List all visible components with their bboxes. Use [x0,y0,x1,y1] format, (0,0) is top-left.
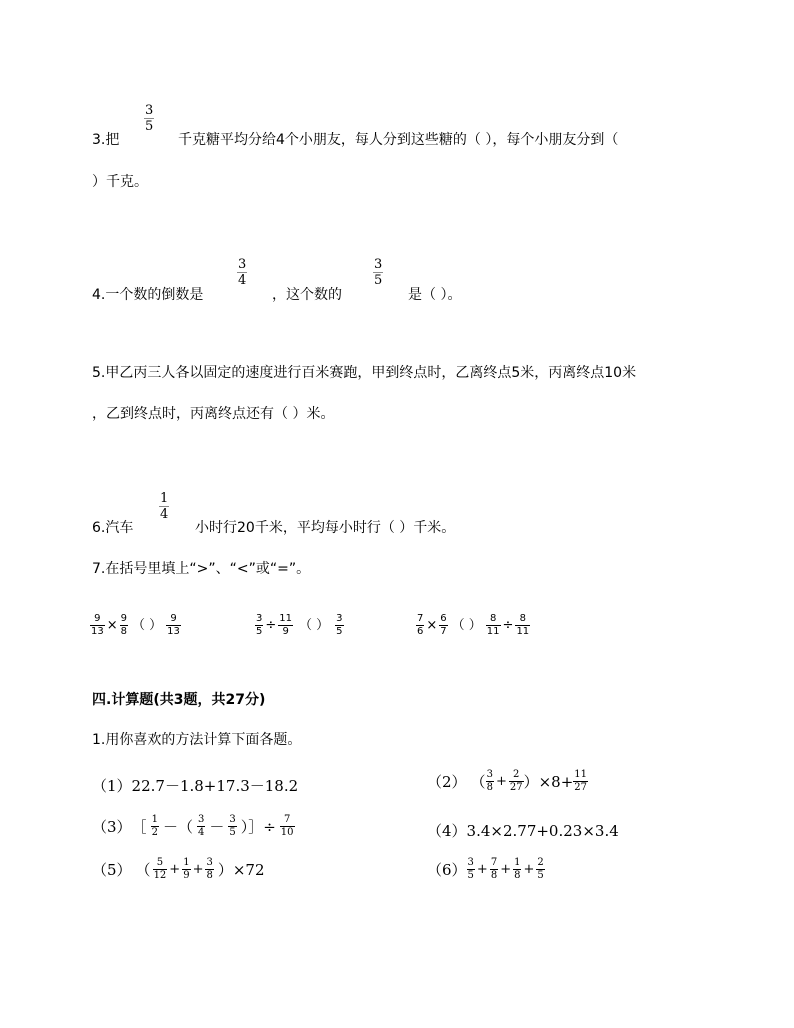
frac-den: 5 [256,626,263,637]
calc-3-f1 [151,815,159,838]
q5-line2: ，乙到终点时，丙离终点还有（ ）米。 [92,406,335,422]
calc-6-f3 [513,858,521,881]
q4-prefix: 4.一个数的倒数是 [92,287,204,303]
frac-den: 8 [490,870,498,881]
frac-num: 11 [574,769,587,780]
frac-num: 5 [153,858,168,870]
calc-2-label: （2） [427,773,467,791]
calc-6-f1 [467,858,475,881]
frac-num: 1 [183,857,190,868]
q6-suffix: 小时行20千米，平均每小时行（ ）千米。 [195,520,456,536]
q4-frac2-num: 3 [374,257,383,272]
q3-line1: 千克糖平均分给4个小朋友，每人分到这些糖的（ ），每个小朋友分到（ [178,132,619,148]
q4-fraction-1 [237,258,247,287]
q7-text: 7.在括号里填上“>”、“<”或“=”。 [92,561,311,577]
frac-num: 7 [490,857,498,868]
frac-den: 7 [440,626,447,637]
q7-i1-blank[interactable]: （ ） [132,618,163,633]
q4-suffix: 是（ ）。 [408,287,462,303]
calc-5-close: ）×72 [217,861,265,879]
frac-num: 7 [280,815,295,827]
frac-num: 9 [90,614,105,626]
section4-q1: 1.用你喜欢的方法计算下面各题。 [92,732,302,748]
frac-den: 4 [197,827,205,838]
q7-i3-c1 [486,614,501,637]
calc-3-bclose: ）］÷ [240,818,276,836]
calc-2-f1 [486,770,494,793]
calc-5-f2 [182,858,190,881]
calc-3-label: （3） [92,818,132,836]
frac-num: 3 [336,613,343,624]
calc-5-f1 [153,858,168,881]
frac-num: 3 [467,857,474,868]
frac-num: 9 [166,614,181,626]
frac-num: 8 [486,614,501,626]
calc-3-f2 [197,815,205,838]
frac-num: 8 [515,614,530,626]
calc-2 [427,770,588,793]
frac-den: 13 [167,626,180,637]
calc-3-minus2: － [209,818,225,836]
calc-3-f3 [228,815,236,838]
calc-5-plus2: + [192,862,204,877]
q7-item-3 [416,614,530,637]
frac-den: 5 [229,827,236,838]
q7-i1-a [90,614,105,637]
calc-5 [92,858,265,881]
frac-den: 8 [514,870,521,881]
q6-frac-num: 1 [160,491,169,506]
q7-i2-blank[interactable]: （ ） [299,618,330,633]
q7-item-2 [255,614,344,637]
calc-5-label: （5） [92,861,132,879]
q7-i2-b [278,614,293,637]
q5-line1: 5.甲乙丙三人各以固定的速度进行百米赛跑，甲到终点时，乙离终点5米，丙离终点10米 [92,365,637,381]
calc-4: （4）3.4×2.77+0.23×3.4 [427,822,619,840]
frac-num: 2 [537,857,544,868]
q4-mid: ，这个数的 [272,287,342,303]
frac-den: 11 [486,626,500,637]
q7-i3-blank[interactable]: （ ） [451,618,482,633]
calc-3-minus1: －（ [162,818,193,836]
frac-den: 9 [183,870,190,881]
frac-den: 27 [509,782,523,793]
q3-frac-den: 5 [145,119,154,134]
q7-i2-a [255,614,263,637]
q7-i1-op: × [106,618,118,633]
frac-den: 11 [516,626,530,637]
q4-frac2-den: 5 [374,273,383,288]
q3-line2: ）千克。 [92,174,148,190]
frac-den: 10 [280,827,294,838]
q7-i2-op: ÷ [265,618,277,633]
frac-den: 5 [467,870,474,881]
q4-fraction-2 [373,258,383,287]
q4-frac1-num: 3 [238,257,247,272]
section4-heading: 四.计算题(共3题，共27分) [92,692,266,708]
frac-den: 6 [417,626,424,637]
q6-prefix: 6.汽车 [92,520,134,536]
frac-den: 27 [574,782,587,793]
frac-den: 12 [153,870,167,881]
calc-6-plus2: + [500,862,512,877]
calc-6 [427,858,545,881]
calc-6-f2 [490,858,498,881]
calc-3-f4 [280,815,295,838]
q3-prefix: 3.把 [92,132,120,148]
calc-6-plus1: + [476,862,488,877]
frac-num: 1 [151,814,158,825]
calc-5-f3 [205,858,213,881]
frac-den: 13 [91,626,104,637]
calc-6-f4 [536,858,544,881]
frac-num: 7 [417,613,424,624]
frac-num: 9 [120,613,128,624]
frac-num: 3 [229,814,236,825]
q6-frac-den: 4 [160,507,169,522]
q7-i1-b [120,614,128,637]
frac-num: 3 [486,769,493,780]
calc-1: （1）22.7－1.8+17.3－18.2 [92,777,299,795]
calc-5-open: （ [135,861,151,879]
frac-den: 9 [282,626,289,637]
frac-num: 2 [509,770,524,782]
calc-2-f2 [509,770,524,793]
frac-den: 2 [151,827,158,838]
q3-frac-num: 3 [145,103,154,118]
frac-num: 11 [279,613,293,624]
q7-i3-b [439,614,447,637]
q7-i2-c [335,614,343,637]
calc-6-plus3: + [523,862,535,877]
calc-5-plus1: + [169,862,181,877]
frac-num: 3 [197,814,205,825]
calc-3-bopen: ［ [131,818,147,836]
calc-2-plus: + [495,774,507,789]
calc-2-f3 [573,770,588,793]
calc-2-open: （ [470,773,486,791]
q4-frac1-den: 4 [238,273,247,288]
q7-i3-c2 [515,614,530,637]
frac-num: 3 [206,857,213,868]
frac-den: 5 [336,626,343,637]
frac-num: 3 [256,613,263,624]
q3-fraction [144,104,154,133]
frac-den: 8 [120,626,128,637]
q7-item-1 [90,614,181,637]
q7-i1-c [166,614,181,637]
q7-i3-a [416,614,424,637]
q7-i3-op: × [426,618,438,633]
frac-num: 6 [440,613,447,624]
frac-num: 1 [514,857,521,868]
q6-fraction [159,492,169,521]
frac-den: 5 [537,870,544,881]
calc-3 [92,815,295,838]
calc-6-label: （6） [427,861,467,879]
calc-2-close: ）×8+ [523,773,574,791]
frac-den: 8 [206,870,213,881]
frac-den: 8 [486,782,493,793]
q7-i3-op2: ÷ [502,618,514,633]
